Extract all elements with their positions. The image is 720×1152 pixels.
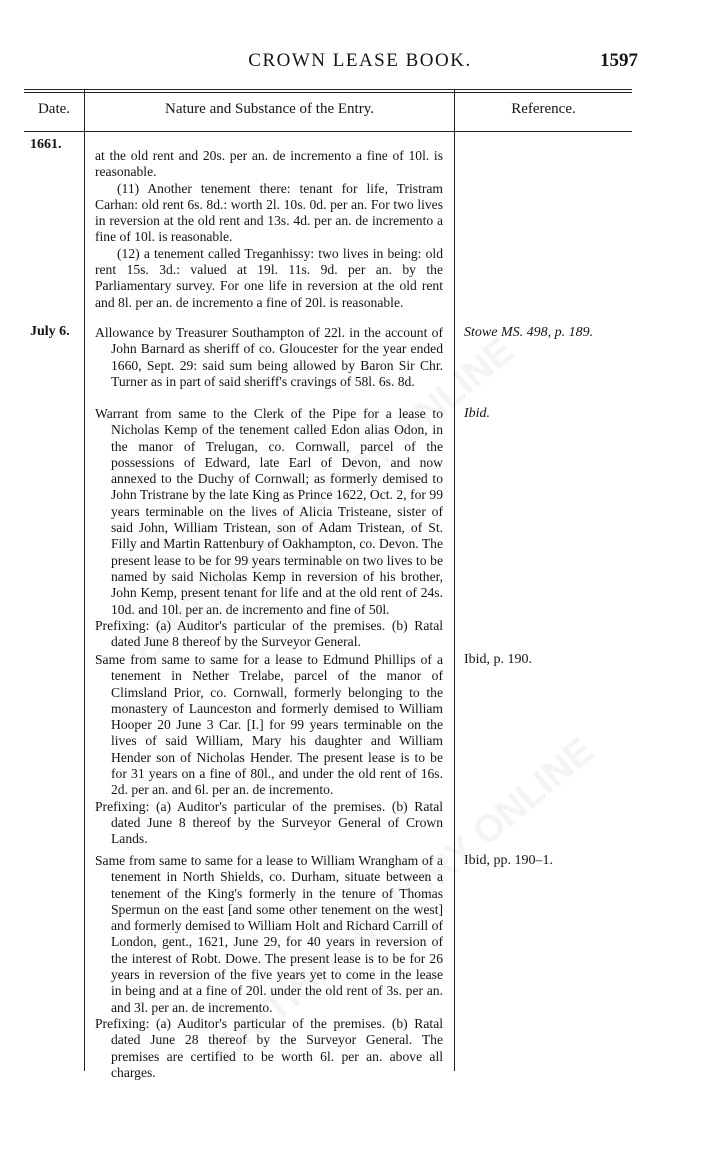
entry-paragraph: at the old rent and 20s. per an. de incremento a fine of 10l. is reasonable. [95, 148, 443, 180]
column-header-date: Date. [37, 101, 71, 117]
entry-paragraph: Prefixing: (a) Auditor's particular of the premises. (b) Ratal dated June 8 thereof by the Surveyor General. [95, 617, 443, 650]
entry-reference: Stowe MS. 498, p. 189. [464, 325, 594, 340]
entry-paragraph: Same from same to same for a lease to William Wrangham of a tenement in North Shields, co. Durham, situate between a tenement of the King's formerly in the tenure of Thomas Spermun on the east [and some other tenement on the west] and formerly demised to William Holt and Richard Carrill of London, gent., 1621, June 29, for 40 years in reversion of the interest of Robt. Dowe. The present lease is to be for 26 years in reversion of the five years yet to come in the lease in being and at a fine of 20l. under the old rent of 3s. per an. and 3l. per an. de incremento. [95, 853, 443, 1015]
entry-reference: Ibid, p. 190. [464, 652, 533, 667]
entry-paragraph: Same from same to same for a lease to Edmund Phillips of a tenement in Nether Trelabe, parcel of the manor of Climsland Prior, co. Cornwall, formerly belonging to the monastery of Launceston and formerly demised to William Hooper 20 June 3 Car. [I.] for 99 years terminable on the lives of said William, Mary his daughter and William Hender son of Nicholas Hender. The present lease is to be for 31 years on a fine of 80l., and under the old rent of 16s. 2d. per an. and 6l. per an. de incremento. [95, 652, 443, 798]
table-top-rule [24, 89, 632, 90]
entry-paragraph: Prefixing: (a) Auditor's particular of the premises. (b) Ratal dated June 8 thereof by the Surveyor General of Crown Lands. [95, 798, 443, 847]
entry-text [95, 853, 443, 1081]
column-header-nature: Nature and Substance of the Entry. [165, 101, 374, 117]
entry-paragraph: (11) Another tenement there: tenant for life, Tristram Carhan: old rent 6s. 8d.: worth 2l. 10s. 0d. per an. For two lives in reversion at the old rent and 13s. 4d. per an. de incremento a fine of 10l. is reasonable. [95, 180, 443, 245]
entry-text [95, 148, 443, 311]
page-number: 1597 [600, 50, 638, 71]
entry-paragraph: Prefixing: (a) Auditor's particular of the premises. (b) Ratal dated June 28 thereof by the Surveyor General. The premises are certified to be worth 6l. per an. above all charges. [95, 1015, 443, 1080]
entry-paragraph: Allowance by Treasurer Southampton of 22l. in the account of John Barnard as sheriff of co. Gloucester for the year ended 1660, Sept. 29: said sum being allowed by Baron Sir Chr. Turner as in part of said sheriff's cravings of 58l. 6s. 8d. [95, 325, 443, 389]
running-head [0, 48, 720, 78]
entry-text [95, 652, 443, 848]
entry-reference: Ibid, pp. 190–1. [464, 853, 554, 868]
entry-text [95, 325, 443, 390]
table-top-rule-inner [24, 92, 632, 93]
entry-paragraph: Warrant from same to the Clerk of the Pipe for a lease to Nicholas Kemp of the tenement called Edon alias Odon, in the manor of Trelugan, co. Cornwall, parcel of the possessions of Edward, late Earl of Devon, and now annexed to the Duchy of Cornwall; as formerly demised to John Tristrane by the late King as Prince 1622, Oct. 2, for 99 years terminable on the lives of Alicia Tristeane, sister of said John, William Tristean, son of Adam Tristean, of St. Filly and Martin Rattenbury of Oakhampton, co. Devon. The present lease to be for 99 years terminable on two lives to be named by said Nicholas Kemp in reversion of his brother, John Kemp, present tenant for life and at the old rent of 24s. 10d. and 10l. per an. de incremento and fine of 50l. [95, 406, 443, 617]
entry-paragraph: (12) a tenement called Treganhissy: two lives in being: old rent 15s. 3d.: valued at 19l. 11s. 9d. per an. by the Parliamentary survey. For one life in reversion at the old rent and 8l. per an. de incremento a fine of 20l. is reasonable. [95, 245, 443, 310]
entry-reference: Ibid. [464, 406, 491, 421]
reference-column-divider-body [454, 131, 455, 1071]
running-title: CROWN LEASE BOOK. [248, 50, 472, 71]
entry-text [95, 406, 443, 650]
entry-date: 1661. [30, 137, 62, 152]
header-bottom-rule [24, 131, 632, 132]
date-column-divider-body [84, 131, 85, 1071]
column-header-reference: Reference. [511, 101, 576, 117]
entry-date: July 6. [30, 324, 70, 339]
